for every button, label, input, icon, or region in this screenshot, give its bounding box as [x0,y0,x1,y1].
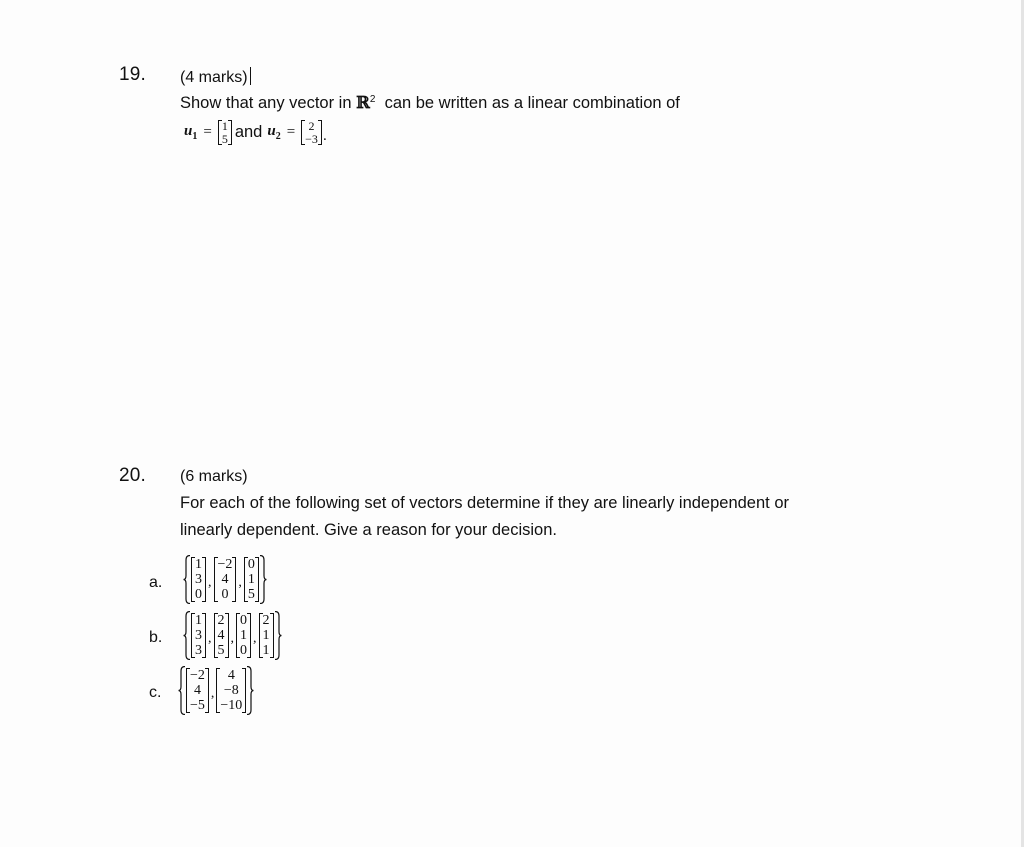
vector-entry: 4 [217,628,225,643]
left-brace [183,611,191,660]
question-19-text-after: can be written as a linear combination of [384,94,680,112]
vector-entry: 0 [240,643,247,658]
vector [214,613,229,658]
vector-entry: −2 [190,668,205,683]
question-20-marks: (6 marks) [180,468,248,485]
period: . [322,128,327,144]
part-a-label: a. [149,574,163,591]
question-19-vectors [184,120,327,145]
right-brace [259,555,267,604]
u2-vector [301,120,322,145]
vector-entry: 0 [240,613,247,628]
vector-entry: 4 [193,683,201,698]
vector-entry: 2 [217,613,225,628]
part-b-vector-set [183,613,282,658]
u1-entry: 5 [221,131,228,146]
left-brace [183,555,191,604]
comma: , [208,630,212,646]
vector-entry: −2 [217,557,233,572]
question-19-marks-text: (4 marks) [180,69,248,86]
vector-entry: 4 [227,668,235,683]
question-20-number: 20. [119,465,147,486]
right-brace [274,611,282,660]
question-19-prompt [180,93,680,113]
vector [259,613,274,658]
vector-entry: 2 [262,613,270,628]
vector-entry: 1 [262,628,270,643]
question-19-number: 19. [119,64,147,85]
part-a-vector-set [183,557,267,602]
comma: , [210,685,215,701]
and-text: and [234,123,263,141]
vector [191,613,206,658]
vector-entry: 5 [217,643,225,658]
u2-entry: −3 [305,131,318,146]
vector [244,557,259,602]
equals-sign: = [203,124,212,140]
real-space-exponent: 2 [369,94,376,105]
vector-entry: 0 [195,587,202,602]
comma: , [253,630,257,646]
equals-sign: = [286,124,296,140]
vector-entry: 1 [195,613,202,628]
vector [236,613,251,658]
question-20-line-2: linearly dependent. Give a reason for your decision. [180,521,557,539]
question-19-text-before: Show that any vector in [180,94,352,112]
vector-entry: 1 [262,643,270,658]
comma: , [208,574,212,590]
u1-label: $u_1$ [184,123,198,142]
vector [191,557,206,602]
vector-entry: 4 [221,572,229,587]
vector [216,668,246,713]
vector-entry: 1 [195,557,202,572]
question-20-line-1: For each of the following set of vectors determine if they are linearly independent or [180,494,790,512]
vector [186,668,209,713]
real-space-symbol: ℝ [356,93,370,112]
part-c-label: c. [149,684,162,701]
left-brace [178,666,186,715]
vector [214,557,237,602]
vector-entry: 0 [247,557,255,572]
comma: , [238,574,242,590]
vector-entry: 5 [247,587,255,602]
part-b-label: b. [149,629,163,646]
comma: , [230,630,234,646]
vector-entry: −8 [223,683,239,698]
vector-entry: 0 [221,587,229,602]
part-c-vector-set [178,668,254,713]
question-19-marks[interactable] [180,67,251,87]
vector-entry: 3 [195,643,202,658]
u2-entry: 2 [308,119,315,133]
vector-entry: 3 [195,628,202,643]
vector-entry: 1 [240,628,247,643]
u1-vector [218,120,232,145]
right-brace [246,666,254,715]
u2-label: $u_2$ [267,123,281,142]
vector-entry: 3 [195,572,202,587]
text-cursor [250,67,251,85]
vector-entry: −5 [190,698,205,713]
vector-entry: −10 [220,698,243,713]
u1-entry: 1 [221,119,228,133]
vector-entry: 1 [247,572,255,587]
